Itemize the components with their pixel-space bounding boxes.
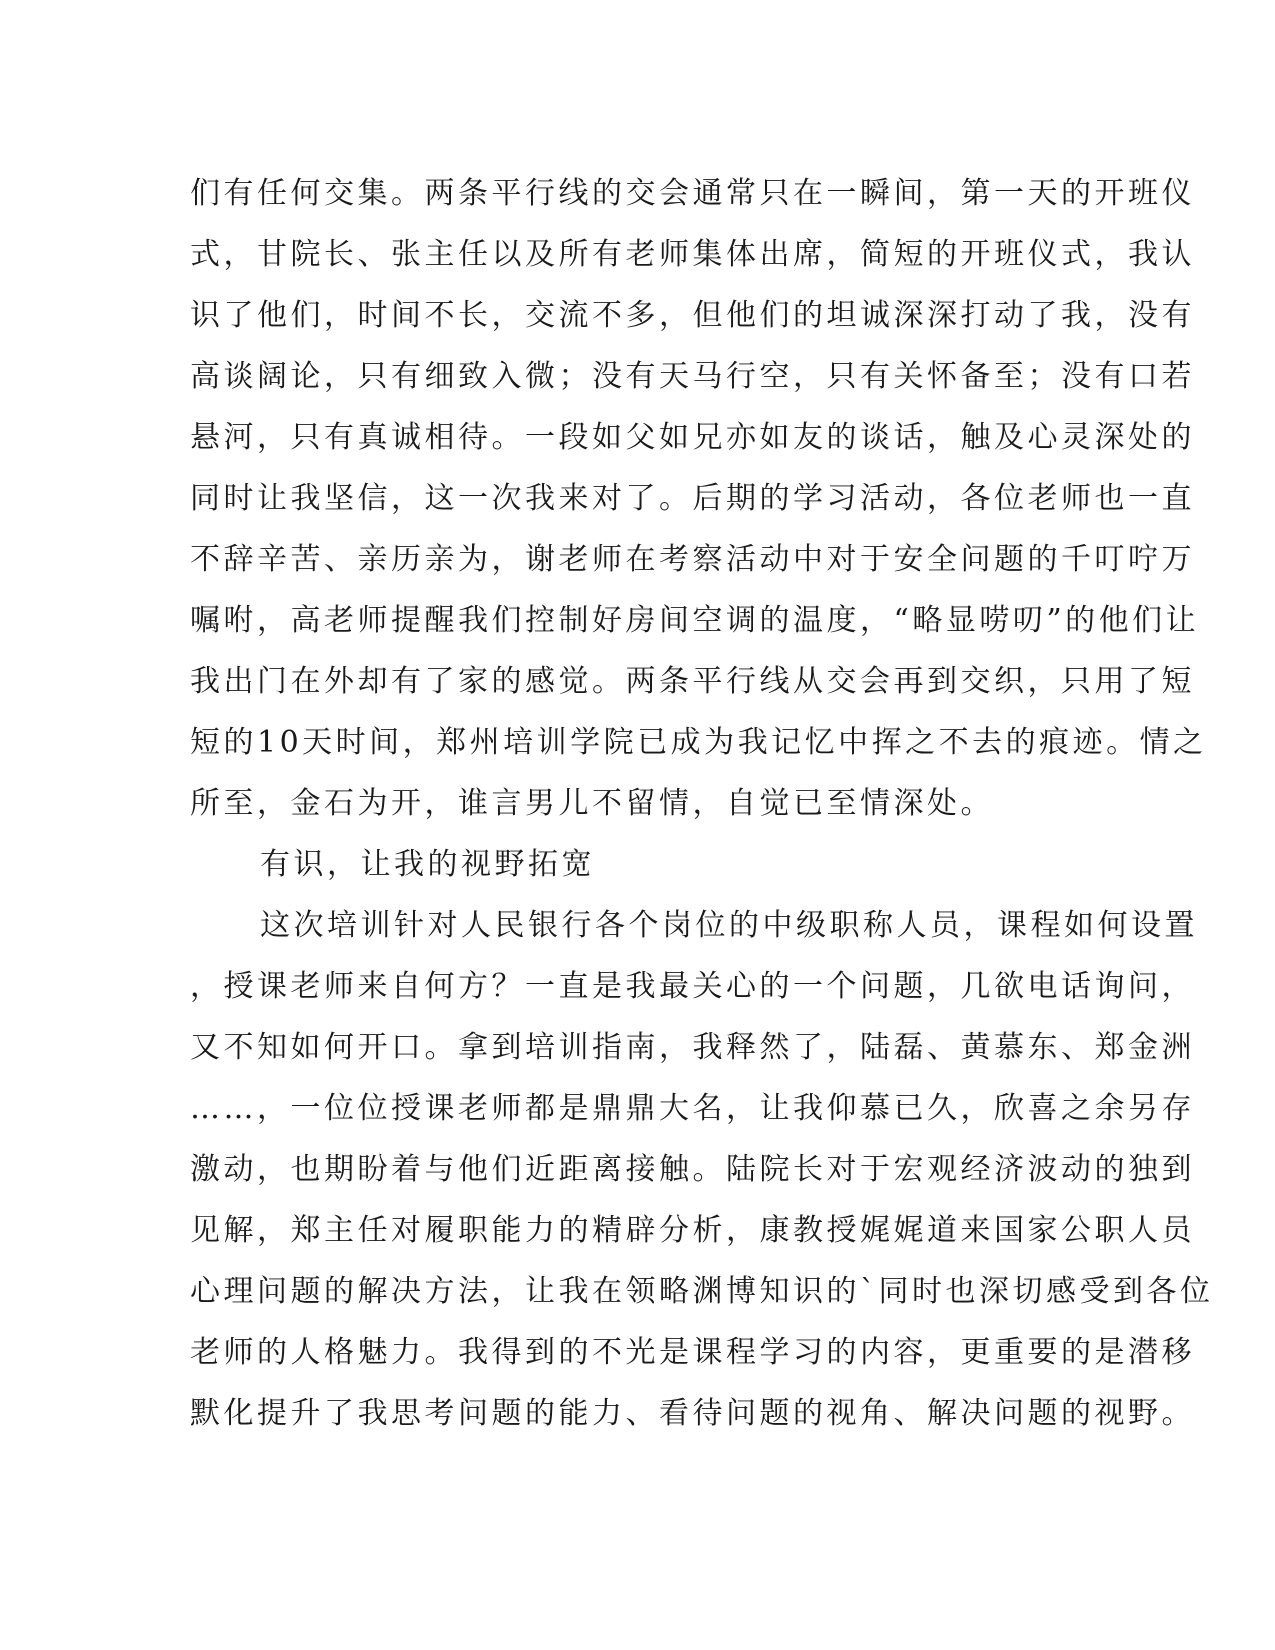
text-line: 短的10天时间，郑州培训学院已成为我记忆中挥之不去的痕迹。情之	[190, 725, 1207, 760]
text-line: 见解，郑主任对履职能力的精辟分析，康教授娓娓道来国家公职人员	[190, 1213, 1195, 1248]
text-line: 默化提升了我思考问题的能力、看待问题的视角、解决问题的视野。	[190, 1396, 1195, 1431]
text-line: 同时让我坚信，这一次我来对了。后期的学习活动，各位老师也一直	[190, 481, 1195, 516]
paragraph-first-line: 这次培训针对人民银行各个岗位的中级职称人员，课程如何设置	[260, 908, 1198, 943]
text-line: 又不知如何开口。拿到培训指南，我释然了，陆磊、黄慕东、郑金洲	[190, 1030, 1195, 1065]
text-line: ，授课老师来自何方？一直是我最关心的一个问题，几欲电话询问，	[190, 969, 1195, 1004]
text-line: 式，甘院长、张主任以及所有老师集体出席，简短的开班仪式，我认	[190, 237, 1195, 272]
text-line: 识了他们，时间不长，交流不多，但他们的坦诚深深打动了我，没有	[190, 298, 1195, 333]
text-line: 高谈阔论，只有细致入微；没有天马行空，只有关怀备至；没有口若	[190, 359, 1195, 394]
text-line: 们有任何交集。两条平行线的交会通常只在一瞬间，第一天的开班仪	[190, 176, 1195, 211]
text-line: 老师的人格魅力。我得到的不光是课程学习的内容，更重要的是潜移	[190, 1335, 1195, 1370]
text-line: 激动，也期盼着与他们近距离接触。陆院长对于宏观经济波动的独到	[190, 1152, 1195, 1187]
body-text	[190, 163, 1214, 1444]
text-line: 所至，金石为开，谁言男儿不留情，自觉已至情深处。	[190, 786, 994, 821]
text-line: 悬河，只有真诚相待。一段如父如兄亦如友的谈话，触及心灵深处的	[190, 420, 1195, 455]
text-line: ……，一位位授课老师都是鼎鼎大名，让我仰慕已久，欣喜之余另存	[190, 1091, 1195, 1126]
section-heading: 有识，让我的视野拓宽	[260, 847, 595, 882]
text-line: 心理问题的解决方法，让我在领略渊博知识的`同时也深切感受到各位	[190, 1274, 1214, 1309]
text-line: 不辞辛苦、亲历亲为，谢老师在考察活动中对于安全问题的千叮咛万	[190, 542, 1195, 577]
text-line: 我出门在外却有了家的感觉。两条平行线从交会再到交织，只用了短	[190, 664, 1195, 699]
text-line: 嘱咐，高老师提醒我们控制好房间空调的温度，“略显唠叨”的他们让	[190, 603, 1200, 638]
